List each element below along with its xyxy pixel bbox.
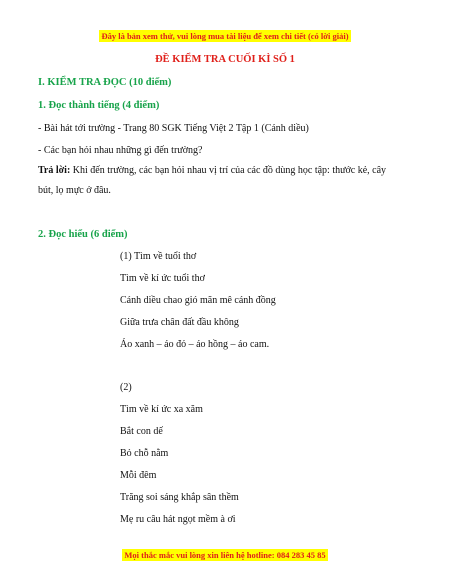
preview-notice-text: Đây là bản xem thử, vui lòng mua tài liệu để xem chi tiết (có lời giải) [101,31,349,41]
bullet-question: - Các bạn hỏi nhau những gì đến trường? [38,145,203,156]
preview-notice-banner [0,26,450,44]
document-title: ĐỀ KIỂM TRA CUỐI KÌ SỐ 1 [155,54,295,65]
poem-line: Bắt con dế [120,426,163,437]
answer-label: Trả lời: [38,165,71,176]
poem-line: (2) [120,382,132,393]
poem-line: Tìm về kí ức tuổi thơ [120,273,205,284]
bullet-song-reference: - Bài hát tới trường - Trang 80 SGK Tiếng Việt 2 Tập 1 (Cánh diều) [38,123,309,134]
poem-line: Giữa trưa chân đất đầu không [120,317,239,328]
part-heading-reading-comprehension: 2. Đọc hiểu (6 điểm) [38,229,128,240]
answer-text: Khi đến trường, các bạn hỏi nhau vị trí của các đồ dùng học tập: thước kẻ, cây bút, lọ mực ở đâu. [38,165,387,196]
poem-line: (1) Tìm về tuổi thơ [120,251,197,262]
poem-line: Áo xanh – áo đỏ – áo hồng – áo cam. [120,339,270,350]
poem-line: Trăng soi sáng khắp sân thềm [120,492,239,503]
answer-paragraph [38,161,398,201]
part-heading-reading-aloud: 1. Đọc thành tiếng (4 điểm) [38,100,160,111]
poem-line: Cánh diều chao gió mãn mê cánh đồng [120,295,276,306]
poem-line: Mẹ ru câu hát ngọt mềm à ơi [120,514,236,525]
hotline-footer [0,545,450,563]
poem-line: Tìm về kí ức xa xăm [120,404,203,415]
poem-line: Bỏ chỗ nằm [120,448,169,459]
poem-line: Mỗi đêm [120,470,157,481]
section-heading-reading-test: I. KIỂM TRA ĐỌC (10 điểm) [38,77,172,88]
hotline-text: Mọi thắc mắc vui lòng xin liên hệ hotline: 084 283 45 85 [124,550,326,560]
